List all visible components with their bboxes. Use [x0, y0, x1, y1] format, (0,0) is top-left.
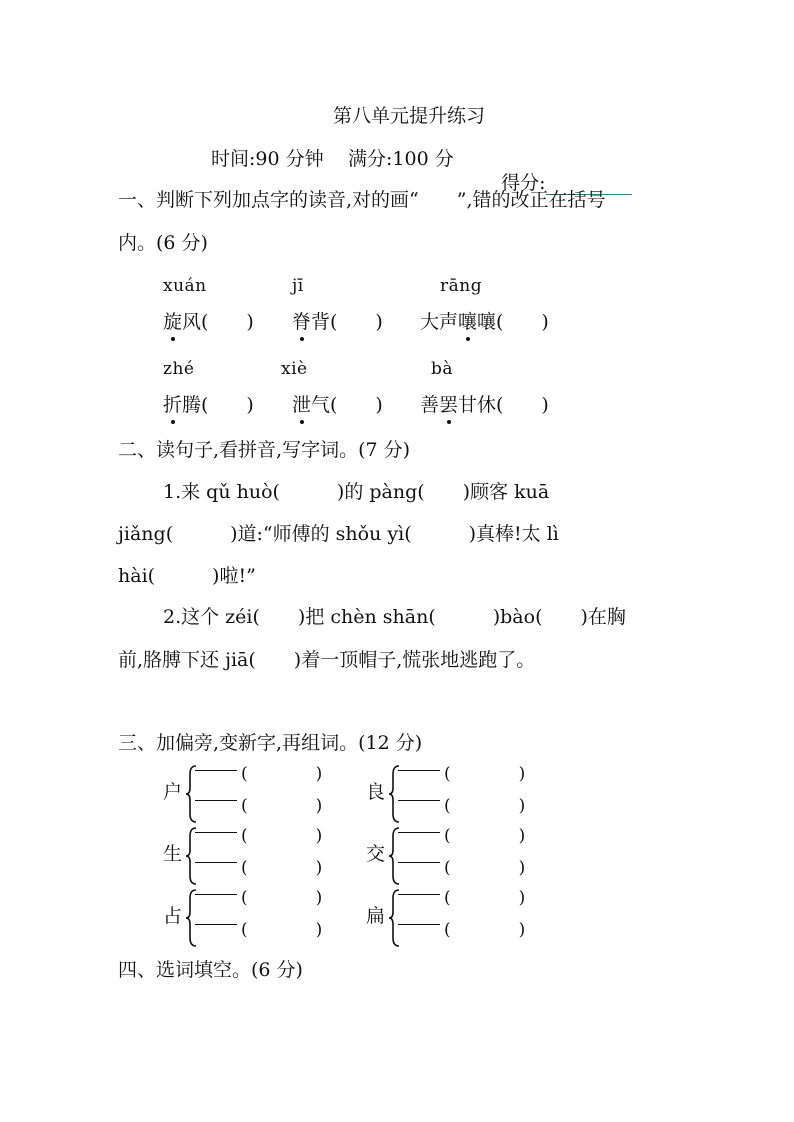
radical-group-3[interactable] [163, 826, 343, 886]
base-char: 扁 [366, 905, 386, 927]
word-paren[interactable]: ( ) [444, 764, 526, 784]
word-paren[interactable]: ( ) [241, 888, 323, 908]
emphasis-dot [171, 420, 175, 424]
radical-group-5[interactable] [163, 888, 343, 948]
time-info: 时间:90 分钟 [211, 148, 324, 170]
blank-line[interactable] [195, 862, 237, 863]
blank-line[interactable] [398, 862, 440, 863]
brace-icon [388, 888, 400, 948]
pinyin-6: bà [431, 359, 454, 379]
base-char: 生 [163, 843, 183, 865]
blank-line[interactable] [195, 800, 237, 801]
pinyin-4: zhé [163, 359, 195, 379]
word-paren[interactable]: ( ) [444, 796, 526, 816]
blank-line[interactable] [398, 924, 440, 925]
question-2-2-line1[interactable]: 2.这个 zéi( )把 chèn shān( )bào( )在胸 [163, 606, 626, 628]
word-paren[interactable]: ( ) [444, 826, 526, 846]
pinyin-1: xuán [163, 276, 207, 296]
blank-line[interactable] [398, 800, 440, 801]
brace-icon [388, 764, 400, 824]
emphasis-dot [466, 337, 470, 341]
section-4-heading: 四、选词填空。(6 分) [118, 959, 303, 981]
word-item-1[interactable]: 旋风( ) [163, 311, 254, 333]
word-paren[interactable]: ( ) [241, 920, 323, 940]
blank-line[interactable] [195, 832, 237, 833]
blank-line[interactable] [398, 770, 440, 771]
blank-line[interactable] [195, 924, 237, 925]
pinyin-3: rāng [440, 276, 483, 296]
word-item-3[interactable]: 大声嚷嚷( ) [420, 311, 549, 333]
word-paren[interactable]: ( ) [444, 888, 526, 908]
base-char: 户 [163, 781, 183, 803]
word-paren[interactable]: ( ) [241, 858, 323, 878]
brace-icon [185, 764, 197, 824]
radical-group-6[interactable] [366, 888, 546, 948]
word-paren[interactable]: ( ) [241, 796, 323, 816]
question-2-1-line2[interactable]: jiǎng( )道:“师傅的 shǒu yì( )真棒!太 lì [118, 523, 559, 545]
section-1-heading-cont: 内。(6 分) [118, 232, 208, 254]
blank-line[interactable] [398, 894, 440, 895]
word-item-4[interactable]: 折腾( ) [163, 394, 254, 416]
word-paren[interactable]: ( ) [241, 764, 323, 784]
radical-group-4[interactable] [366, 826, 546, 886]
brace-icon [185, 826, 197, 886]
score-label: 得分: [501, 172, 546, 194]
emphasis-dot [447, 420, 451, 424]
full-score-info: 满分:100 分 [348, 148, 454, 170]
radical-group-2[interactable] [366, 764, 546, 824]
brace-icon [185, 888, 197, 948]
brace-icon [388, 826, 400, 886]
radical-group-1[interactable] [163, 764, 343, 824]
question-2-1-line3[interactable]: hài( )啦!” [118, 565, 256, 587]
section-2-heading: 二、读句子,看拼音,写字词。(7 分) [118, 439, 411, 461]
question-2-2-line2[interactable]: 前,胳膊下还 jiā( )着一顶帽子,慌张地逃跑了。 [118, 649, 536, 671]
emphasis-dot [171, 337, 175, 341]
word-paren[interactable]: ( ) [444, 858, 526, 878]
emphasis-dot [300, 420, 304, 424]
page-title: 第八单元提升练习 [333, 105, 486, 127]
word-item-2[interactable]: 脊背( ) [292, 311, 383, 333]
word-item-5[interactable]: 泄气( ) [292, 394, 383, 416]
word-item-6[interactable]: 善罢甘休( ) [420, 394, 549, 416]
word-paren[interactable]: ( ) [241, 826, 323, 846]
blank-line[interactable] [398, 832, 440, 833]
base-char: 良 [366, 781, 386, 803]
blank-line[interactable] [195, 894, 237, 895]
base-char: 交 [366, 843, 386, 865]
pinyin-5: xiè [281, 359, 308, 379]
emphasis-dot [300, 337, 304, 341]
section-1-heading: 一、判断下列加点字的读音,对的画“ ”,错的改正在括号 [118, 189, 606, 211]
word-paren[interactable]: ( ) [444, 920, 526, 940]
pinyin-2: jī [292, 276, 304, 296]
base-char: 占 [163, 905, 183, 927]
blank-line[interactable] [195, 770, 237, 771]
question-2-1-line1[interactable]: 1.来 qǔ huò( )的 pàng( )顾客 kuā [163, 481, 550, 503]
section-3-heading: 三、加偏旁,变新字,再组词。(12 分) [118, 732, 423, 754]
